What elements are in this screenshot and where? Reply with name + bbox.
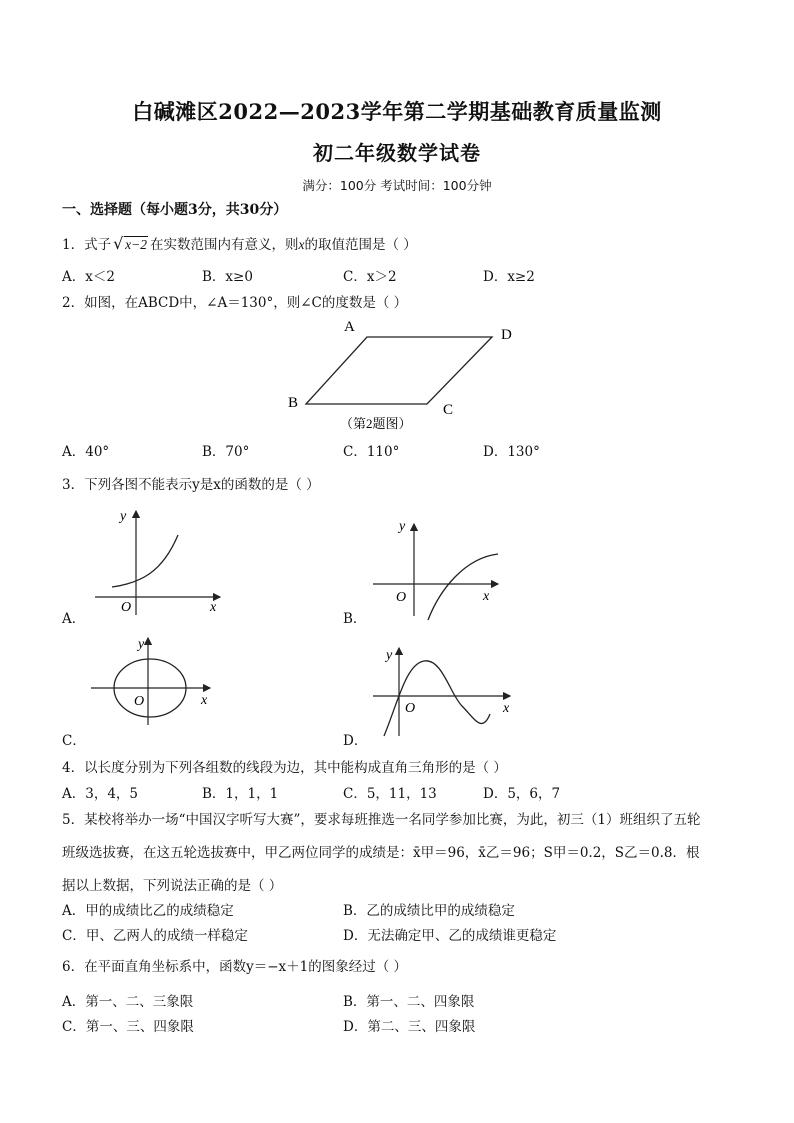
graph-c bbox=[88, 632, 228, 727]
q4-option-c: C．5，11，13 bbox=[343, 786, 437, 802]
x-label: x bbox=[483, 589, 490, 604]
question-2: 2．如图，在ABCD中，∠A＝130°，则∠C的度数是（ ） bbox=[62, 295, 408, 311]
graph-b bbox=[370, 514, 510, 624]
q5-option-c: C．甲、乙两人的成绩一样稳定 bbox=[62, 928, 248, 944]
question-1 bbox=[62, 233, 417, 253]
exam-title: 白碱滩区2022—2023学年第二学期基础教育质量监测 bbox=[132, 99, 662, 124]
x-label: x bbox=[210, 600, 217, 615]
q1-option-a: A．x＜2 bbox=[62, 269, 115, 285]
q1-prefix: 1．式子 bbox=[62, 237, 112, 253]
q3-option-d: D． bbox=[343, 733, 368, 749]
curve bbox=[428, 554, 498, 620]
y-label: y bbox=[399, 519, 406, 534]
x-label: x bbox=[503, 701, 510, 716]
q6-option-b: B．第一、二、四象限 bbox=[343, 994, 475, 1010]
graph-a bbox=[90, 503, 230, 618]
x-label: x bbox=[201, 693, 208, 708]
question-4: 4．以长度分别为下列各组数的线段为边，其中能构成直角三角形的是（ ） bbox=[62, 760, 507, 776]
y-label: y bbox=[386, 648, 393, 663]
parallelogram-shape bbox=[306, 337, 492, 404]
q3-option-a: A． bbox=[62, 611, 86, 627]
origin-label: O bbox=[121, 600, 132, 615]
sqrt-sign-icon: √ bbox=[113, 234, 124, 253]
question-5-line-1: 5．某校将举办一场“中国汉字听写大赛”，要求每班推选一名同学参加比赛，为此，初三（1）班组织了五轮 bbox=[62, 812, 701, 828]
y-label: y bbox=[120, 509, 127, 524]
question-5-line-3: 据以上数据，下列说法正确的是（ ） bbox=[62, 878, 283, 894]
q1-option-c: C．x＞2 bbox=[343, 269, 397, 285]
q4-option-a: A．3，4，5 bbox=[62, 786, 139, 802]
q2-option-a: A．40° bbox=[62, 444, 110, 460]
vertex-a-label: A bbox=[344, 319, 355, 335]
q6-option-a: A．第一、二、三象限 bbox=[62, 994, 194, 1010]
vertex-b-label: B bbox=[288, 395, 299, 411]
parallelogram-figure bbox=[280, 315, 530, 437]
q3-option-b: B． bbox=[343, 611, 367, 627]
q1-text: 在实数范围内有意义，则 bbox=[149, 237, 299, 253]
graph-d bbox=[370, 644, 520, 739]
question-3: 3．下列各图不能表示y是x的函数的是（ ） bbox=[62, 477, 320, 493]
origin-label: O bbox=[396, 590, 407, 605]
q6-option-d: D．第二、三、四象限 bbox=[343, 1019, 476, 1035]
q6-option-c: C．第一、三、四象限 bbox=[62, 1019, 194, 1035]
q2-option-d: D．130° bbox=[483, 444, 540, 460]
q3-option-c: C． bbox=[62, 733, 86, 749]
q5-option-b: B．乙的成绩比甲的成绩稳定 bbox=[343, 903, 515, 919]
figure-caption: （第2题图） bbox=[340, 416, 412, 431]
origin-label: O bbox=[134, 694, 145, 709]
q1-option-b: B．x≥0 bbox=[202, 269, 253, 285]
question-6: 6．在平面直角坐标系中，函数y＝−x＋1的图象经过（ ） bbox=[62, 959, 408, 975]
vertex-c-label: C bbox=[443, 402, 454, 418]
origin-label: O bbox=[405, 701, 416, 716]
q1-text-end: 的取值范围是（ ） bbox=[304, 237, 417, 253]
curve bbox=[112, 535, 178, 587]
exam-meta: 满分：100分 考试时间：100分钟 bbox=[302, 178, 492, 193]
vertex-d-label: D bbox=[501, 327, 512, 343]
q1-radicand: x−2 bbox=[125, 237, 147, 252]
wave-curve bbox=[384, 661, 490, 736]
q4-option-d: D．5，6，7 bbox=[483, 786, 561, 802]
q2-option-b: B．70° bbox=[202, 444, 250, 460]
q1-sqrt-expression bbox=[113, 234, 148, 253]
question-5-line-2: 班级选拔赛，在这五轮选拔赛中，甲乙两位同学的成绩是：x̄甲＝96，x̄乙＝96；S甲＝0.2，S乙＝0.8．根 bbox=[62, 845, 700, 861]
y-label: y bbox=[138, 637, 145, 652]
exam-subtitle: 初二年级数学试卷 bbox=[313, 141, 481, 165]
q1-var: x bbox=[298, 237, 305, 252]
section-heading: 一、选择题（每小题3分，共30分） bbox=[62, 202, 288, 218]
q5-option-a: A．甲的成绩比乙的成绩稳定 bbox=[62, 903, 234, 919]
q4-option-b: B．1，1，1 bbox=[202, 786, 279, 802]
q2-option-c: C．110° bbox=[343, 444, 400, 460]
q1-option-d: D．x≥2 bbox=[483, 269, 535, 285]
q5-option-d: D．无法确定甲、乙的成绩谁更稳定 bbox=[343, 928, 557, 944]
